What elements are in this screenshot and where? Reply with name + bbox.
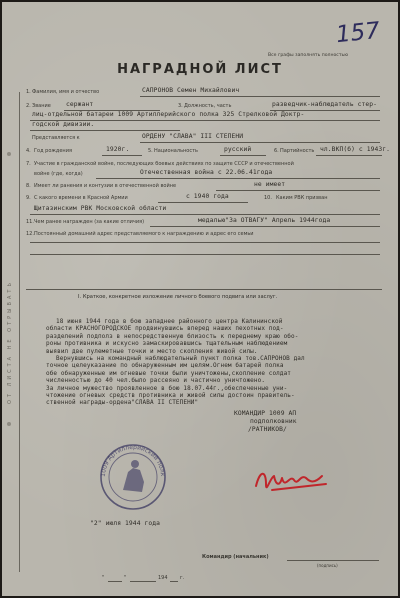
section-heading: I. Краткое, конкретное изложение личного боевого подвига или заслуг. [78, 294, 278, 300]
field-label: Чем ранее награжден (за какие отличия) [34, 219, 145, 225]
field-label: Каким РВК призван [276, 195, 328, 201]
archive-number: 157 [334, 17, 382, 49]
footer-date-close: " [124, 575, 127, 581]
field-value: Щитазинским РВК Московской области [34, 205, 167, 212]
field-number: 6. [274, 148, 279, 154]
signoff-line1: КОМАНДИР 1009 АП [234, 410, 297, 417]
field-number: 1. [26, 89, 31, 95]
field-number: 12. [26, 231, 34, 237]
footer-day-line [108, 581, 122, 582]
field-underline [30, 130, 180, 131]
unit-stamp [98, 442, 168, 512]
field-label: войне (где, когда) [34, 171, 83, 177]
field-value: чл.ВКП(б) с 1943г. [320, 146, 391, 153]
footer-month-line [130, 581, 156, 582]
blank-line [30, 254, 380, 255]
field-label: Партийность [280, 148, 315, 154]
section-divider [26, 289, 382, 290]
field-label: С какого времени в Красной Армии [34, 195, 128, 201]
field-label: Должность, часть [184, 103, 232, 109]
narrative-line: За личное мужество проявленное в бою 18.07.44г.,обеспеченные уни- [46, 384, 288, 392]
field-label: Постоянный домашний адрес представляемого к награждению и адрес его семьи [34, 231, 254, 237]
binding-margin-line [19, 92, 20, 572]
award-sheet [2, 2, 398, 596]
footer-year-suffix: г. [180, 575, 185, 581]
field-underline [158, 202, 248, 203]
side-label: ОТ ЛИСТА НЕ ОТРЫВАТЬ [7, 280, 13, 404]
instruction-note: Все графы заполнять полностью [268, 53, 349, 58]
signature [252, 464, 332, 498]
footer-date-open: " [102, 575, 105, 581]
narrative-line: точное целеуказание по обнаруженным им целям.Огнем батарей полка [46, 362, 284, 370]
narrative-line: области КРАСНОГОРОДСКОЕ продвинувшись вперед наших пехотных под- [46, 325, 284, 333]
field-label: Имеет ли ранения и контузии в отечественной войне [34, 183, 177, 189]
field-label: Представляется к [32, 135, 80, 141]
narrative-line: разделений подполз в непосредственную близость к переднему краю обо- [46, 332, 299, 340]
field-underline [102, 155, 142, 156]
field-underline [30, 214, 380, 215]
field-number: 10. [264, 195, 272, 201]
field-value: САПРОНОВ Семен Михайлович [142, 87, 240, 94]
commander-label: Командир (начальник) [202, 554, 269, 560]
field-value: русский [224, 146, 252, 153]
field-underline [220, 155, 266, 156]
document-title: НАГРАДНОЙ ЛИСТ [117, 62, 283, 77]
stamp-text: 1009 Артиллерийский полк [99, 443, 167, 478]
signoff-line2: подполковник [250, 418, 297, 425]
field-number: 8. [26, 183, 31, 189]
field-value: медалью"За ОТВАГУ" Апрель 1944года [198, 217, 331, 224]
signoff-date: "2" июля 1944 года [90, 520, 161, 527]
narrative-line: 18 июня 1944 года в бою западнее районного центра Калининской [56, 318, 283, 325]
footer-year-line [170, 581, 178, 582]
field-label: Участие в гражданской войне, последующих боевых действиях по защите СССР и отечественной [34, 161, 294, 167]
commander-signature-line [287, 560, 379, 561]
field-number: 2. [26, 103, 31, 109]
field-underline [96, 178, 380, 179]
field-number: 5. [148, 148, 153, 154]
narrative-line: численностью до 40 чел.было рассеяно и частично уничтожено. [46, 377, 266, 385]
signoff-line3: /РАТНИКОВ/ [248, 426, 287, 433]
blank-line [30, 242, 380, 243]
narrative-line: обе обнаруженные им огневые точки были уничтожены,скопление солдат [46, 369, 292, 377]
field-number: 9. [26, 195, 31, 201]
field-underline [140, 142, 380, 143]
field-value: не имеет [254, 181, 286, 188]
field-value: ОРДЕНУ "СЛАВА" III СТЕПЕНИ [142, 133, 244, 140]
field-underline [150, 226, 380, 227]
field-value: Отечественная война с 22.06.41года [140, 169, 273, 176]
field-value: сержант [66, 101, 94, 108]
field-label: Фамилия, имя и отчество [32, 89, 100, 95]
field-number: 11. [26, 219, 34, 225]
field-number: 3. [178, 103, 183, 109]
narrative-line: выявил две пулеметные точки и место скопления живой силы. [46, 347, 258, 355]
narrative-line: чтожение огневых средств противника и живой силы достоин правитель- [46, 392, 295, 399]
field-value: 1920г. [106, 146, 130, 153]
field-value: разведчик-наблюдатель стер- [272, 101, 378, 108]
field-value: лиц-отдельной батареи 1009 Артиллерийского полка 325 Стрелковой Доктр- [32, 111, 305, 118]
narrative-line: роны противника и искусно замаскировавшись тщательным наблюдением [46, 340, 288, 348]
field-underline [216, 190, 380, 191]
field-value: с 1940 года [186, 193, 229, 200]
field-underline [140, 96, 380, 97]
field-label: Год рождения [34, 148, 72, 154]
field-number: 4. [26, 148, 31, 154]
binding-hole [7, 152, 11, 156]
field-value: годской дивизии. [32, 121, 95, 128]
narrative-line: ственной награды-ордена"СЛАВА II СТЕПЕНИ" [46, 399, 199, 407]
footer-year: 194 [158, 575, 168, 581]
field-label: Национальность [154, 148, 198, 154]
field-underline [316, 155, 382, 156]
field-number: 7. [26, 161, 31, 167]
signature-caption: (подпись) [317, 563, 338, 568]
field-label: Звание [32, 103, 51, 109]
narrative-line: Вернувшись на командный наблюдательный пункт полка тов.САПРОНОВ дал [56, 355, 305, 362]
